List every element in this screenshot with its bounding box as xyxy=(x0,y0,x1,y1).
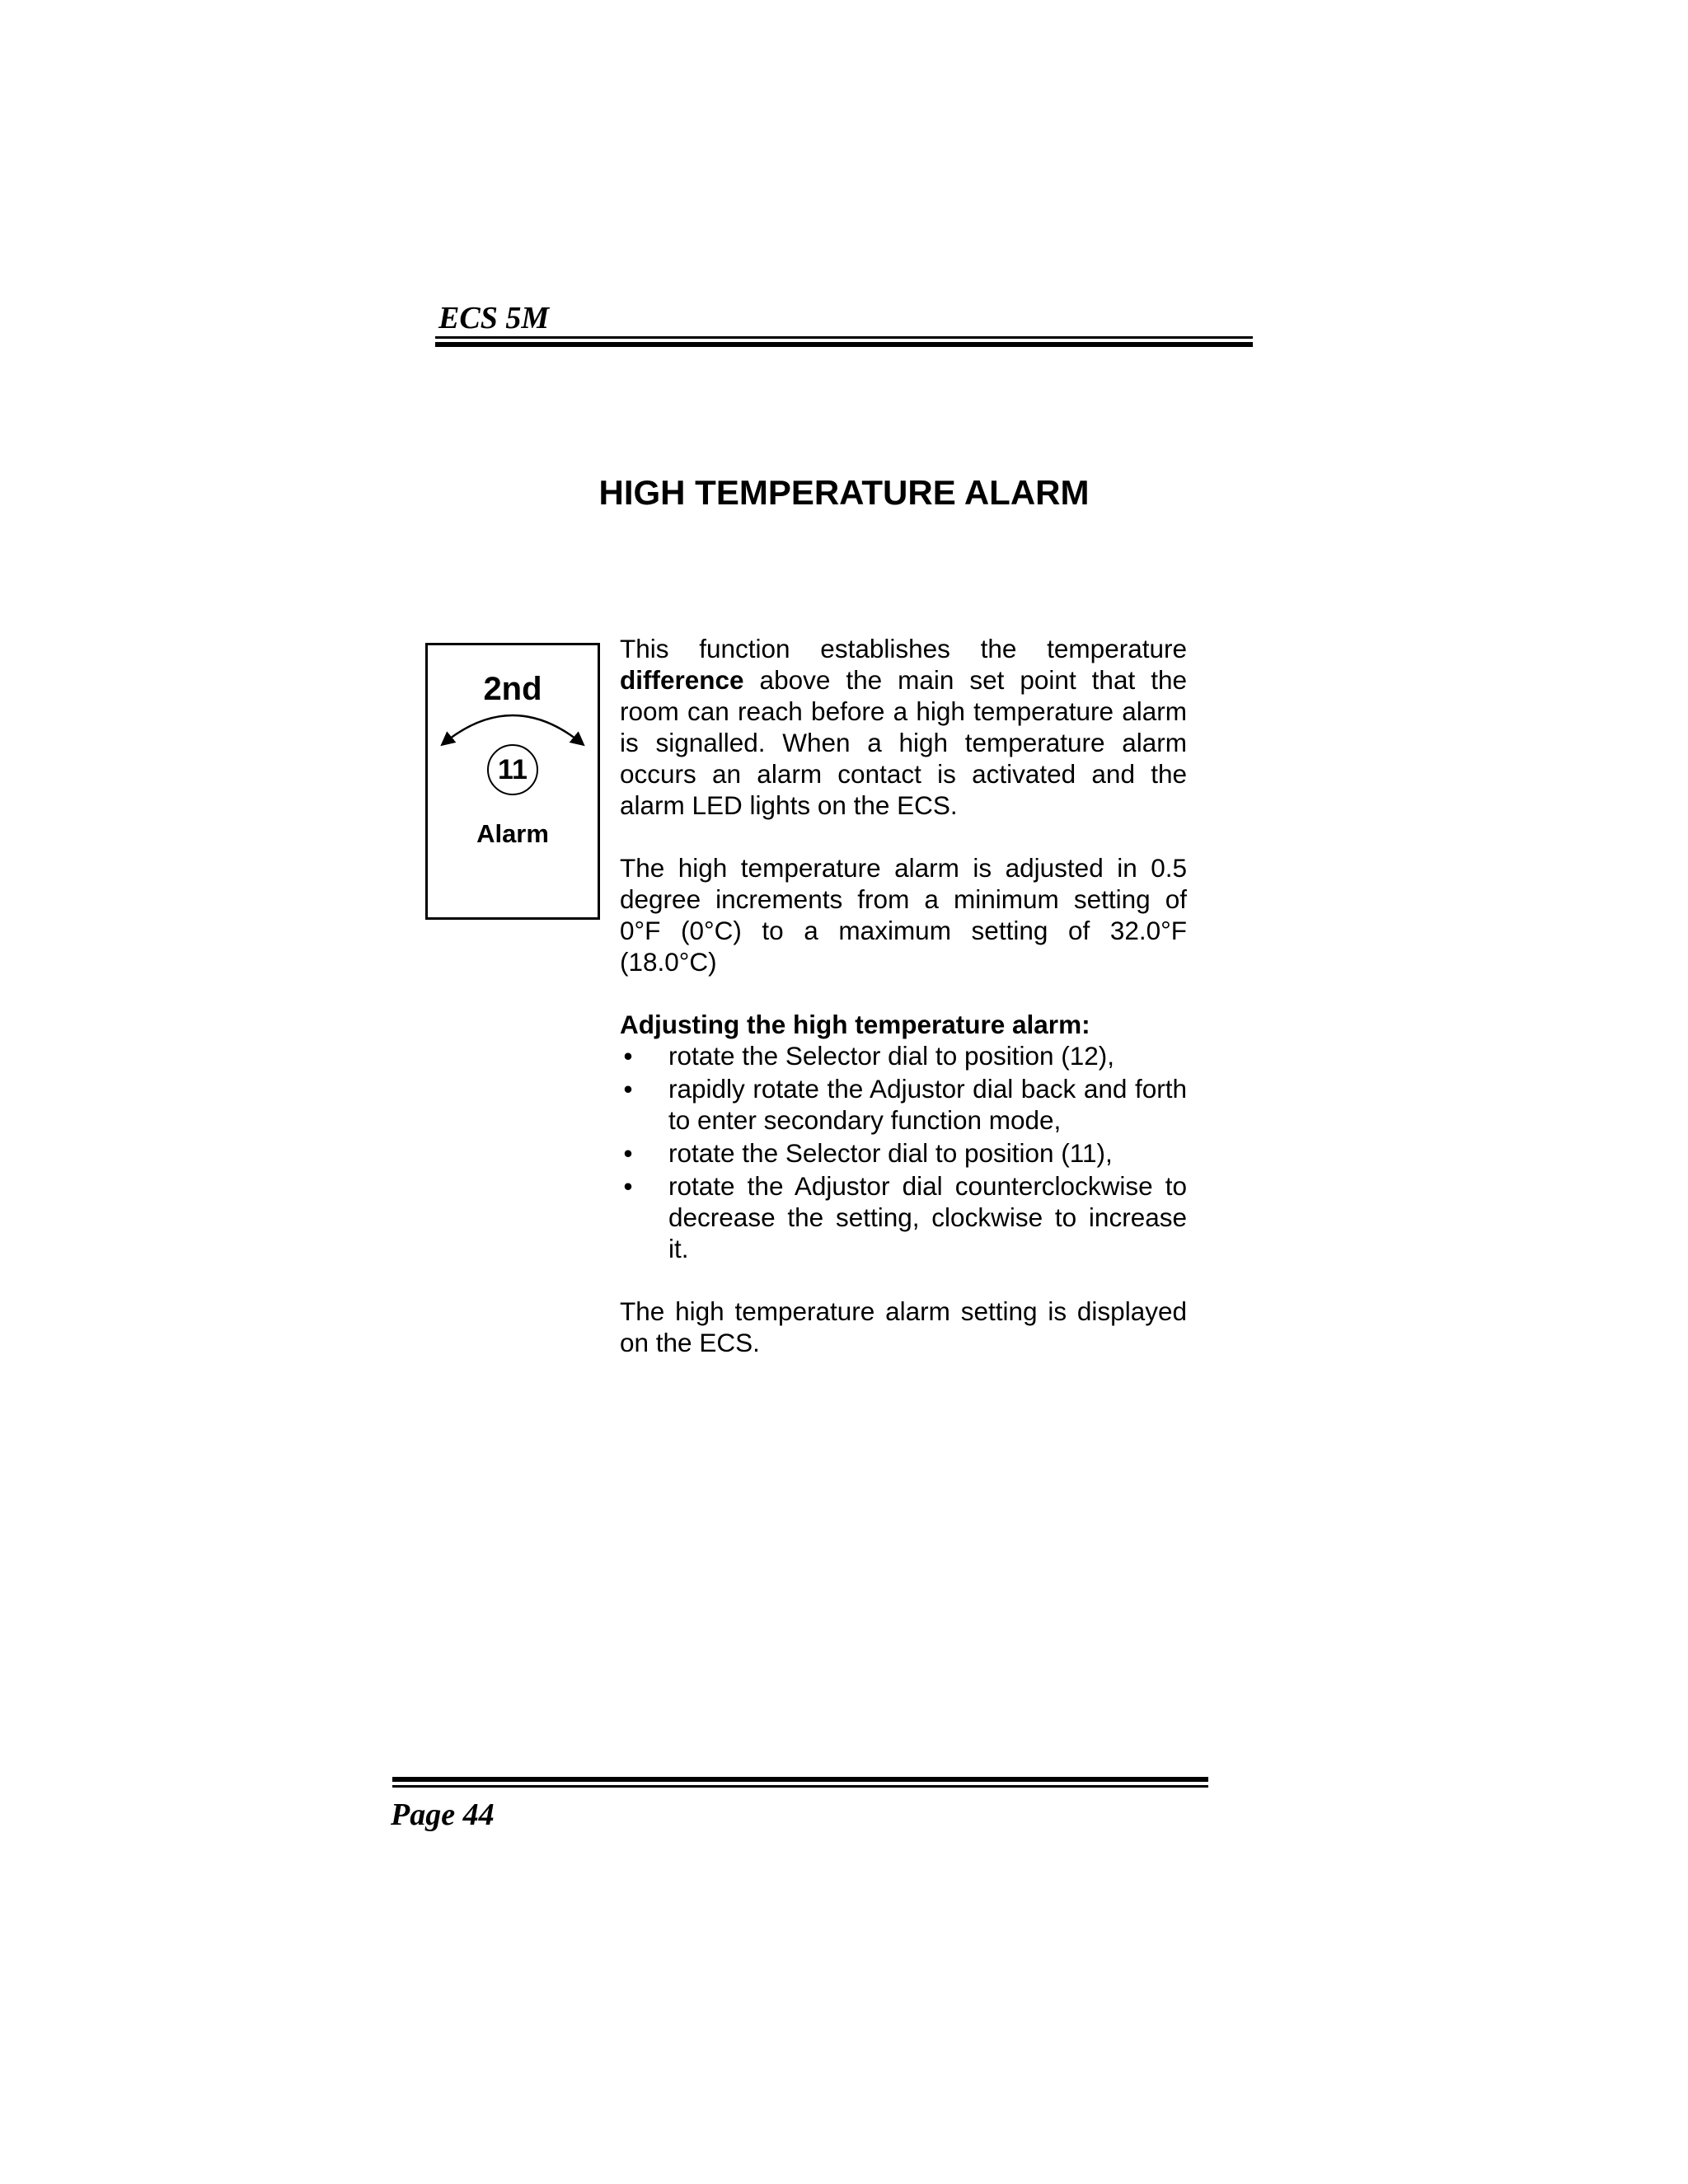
intro-text-2: above the main set point that the room can reach before a high temperature alarm is signalled. When a high temperature alarm occurs an alarm contact is activated and the alarm LED lights on the ECS. xyxy=(620,665,1187,820)
dial-mode-label: 2nd xyxy=(483,671,542,707)
closing-paragraph: The high temperature alarm setting is displayed on the ECS. xyxy=(620,1296,1187,1357)
bullet-icon: • xyxy=(623,1138,633,1168)
dial-function-label: Alarm xyxy=(476,819,549,848)
step-text: rotate the Adjustor dial counterclockwise to decrease the setting, clockwise to increase it. xyxy=(668,1171,1187,1263)
header-rule-thin xyxy=(435,336,1253,339)
list-item xyxy=(620,1137,1187,1169)
footer-rule-thick xyxy=(392,1777,1208,1782)
intro-text-1: This function establishes the temperature xyxy=(620,634,1187,663)
list-item xyxy=(620,1170,1187,1264)
intro-paragraph xyxy=(620,633,1187,821)
list-item xyxy=(620,1040,1187,1071)
page-title: HIGH TEMPERATURE ALARM xyxy=(598,473,1090,512)
adjusting-heading: Adjusting the high temperature alarm: xyxy=(620,1010,1090,1039)
step-text: rotate the Selector dial to position (11), xyxy=(668,1138,1113,1168)
list-item xyxy=(620,1073,1187,1136)
dial-diagram xyxy=(425,643,600,920)
manual-title: ECS 5M xyxy=(438,301,550,335)
bullet-icon: • xyxy=(623,1171,633,1201)
body-content xyxy=(620,633,1187,1390)
adjusting-steps-list xyxy=(620,1040,1187,1264)
dial-position-number: 11 xyxy=(487,744,538,795)
intro-emphasis: difference xyxy=(620,665,744,695)
range-paragraph: The high temperature alarm is adjusted in 0.5 degree increments from a minimum setting of 0°F (0°C) to a maximum setting of 32.0°F (18.0°C) xyxy=(620,853,1187,977)
bullet-icon: • xyxy=(623,1074,633,1104)
bullet-icon: • xyxy=(623,1041,633,1071)
page-number: Page 44 xyxy=(391,1797,495,1832)
step-text: rapidly rotate the Adjustor dial back and forth to enter secondary function mode, xyxy=(668,1074,1187,1135)
header-rule-thick xyxy=(435,342,1253,347)
footer-rule-thin xyxy=(392,1785,1208,1788)
step-text: rotate the Selector dial to position (12), xyxy=(668,1041,1115,1071)
